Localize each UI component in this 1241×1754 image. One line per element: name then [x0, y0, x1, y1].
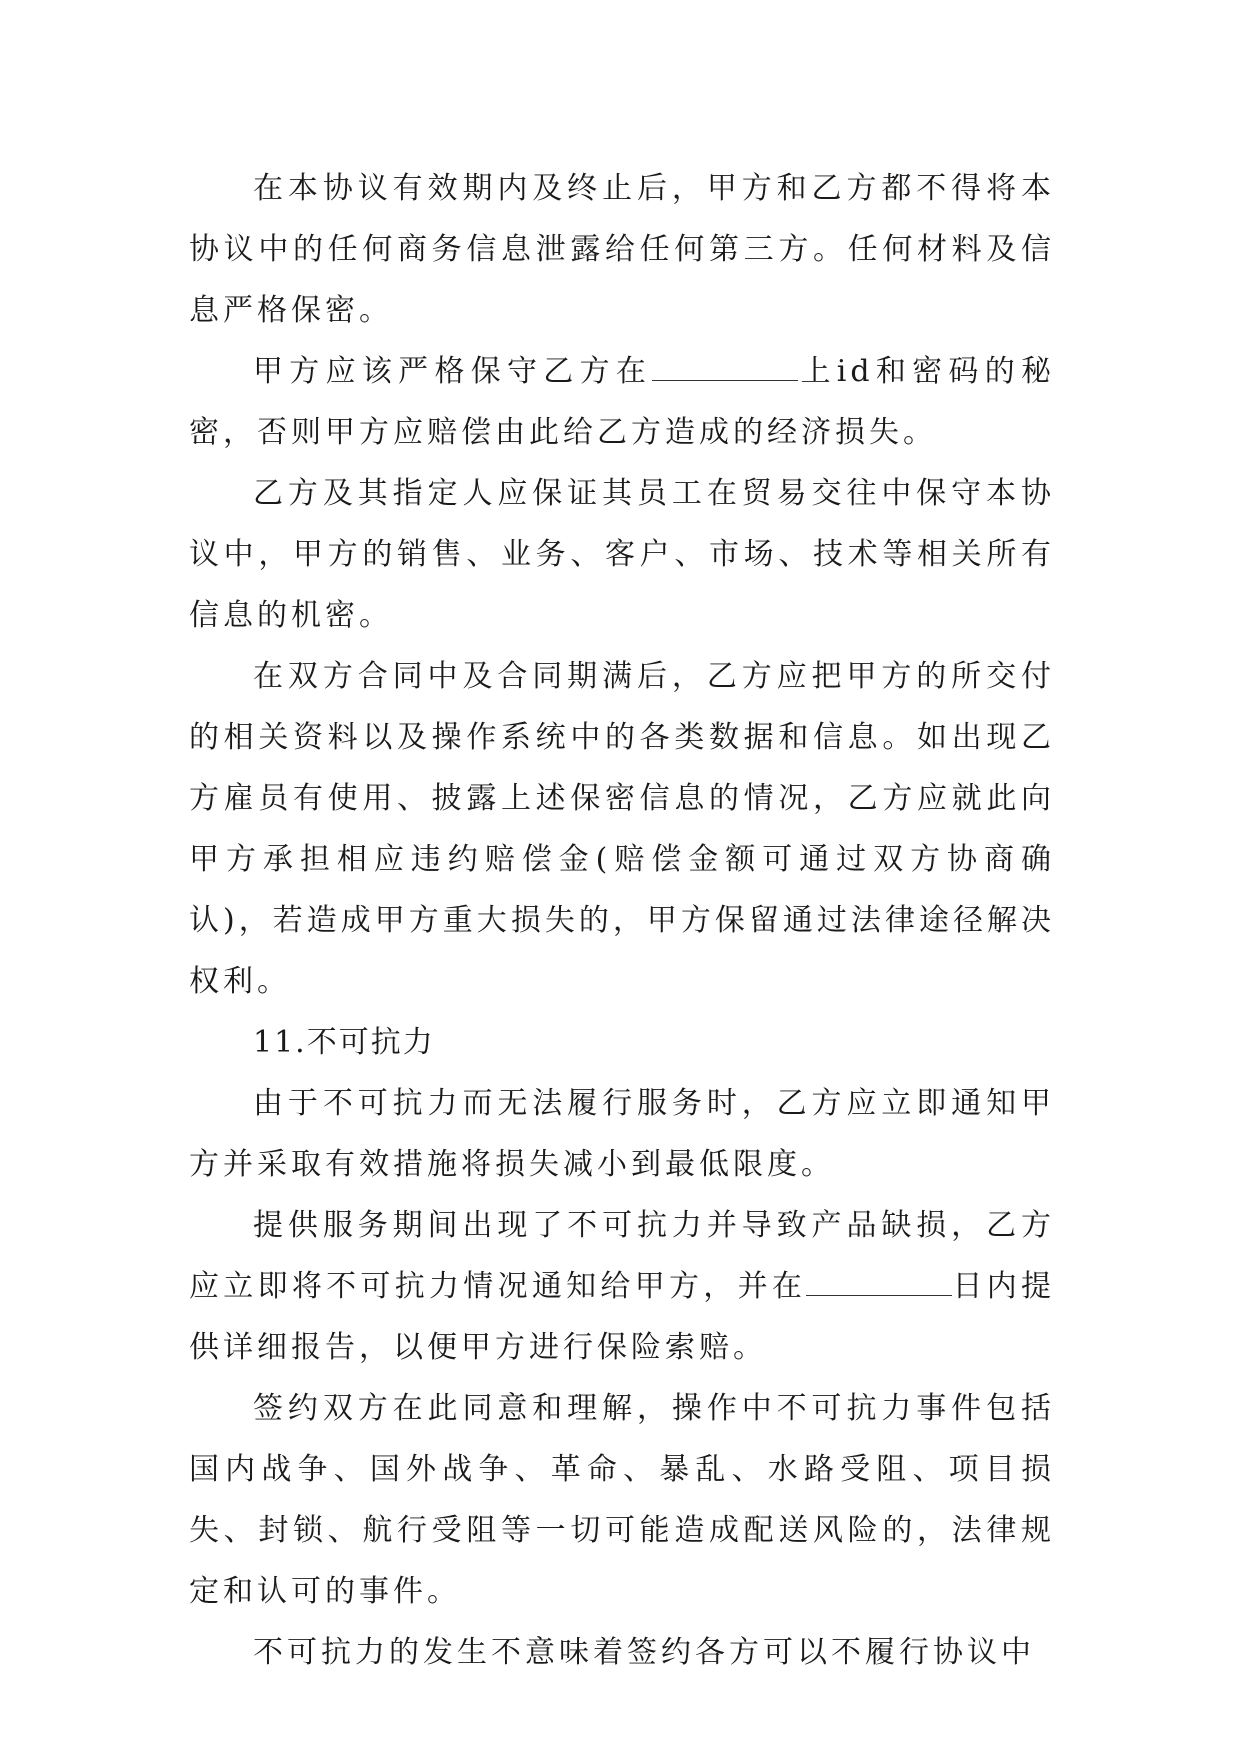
- paragraph-notify: 由于不可抗力而无法履行服务时，乙方应立即通知甲方并采取有效措施将损失减小到最低限度。: [189, 1086, 1055, 1182]
- document-body: [189, 158, 1055, 1683]
- paragraph-force-majeure-events: 签约双方在此同意和理解，操作中不可抗力事件包括国内战争、国外战争、革命、暴乱、水路受阻、项目损失、封锁、航行受阻等一切可能造成配送风险的，法律规定和认可的事件。: [189, 1391, 1055, 1609]
- fill-in-blank: [652, 354, 798, 381]
- paragraph-data-handover: 在双方合同中及合同期满后，乙方应把甲方的所交付的相关资料以及操作系统中的各类数据和信息。如出现乙方雇员有使用、披露上述保密信息的情况，乙方应就此向甲方承担相应违约赔偿金(赔偿金额可通过双方协商确认)，若造成甲方重大损失的，甲方保留通过法律途径解决权利。: [189, 659, 1055, 999]
- paragraph-employee-secrecy: 乙方及其指定人应保证其员工在贸易交往中保守本协议中，甲方的销售、业务、客户、市场、技术等相关所有信息的机密。: [189, 476, 1055, 633]
- paragraph-text: 上id和密码的秘密，否则甲方应赔偿由此给乙方造成的经济损失。: [189, 354, 1055, 450]
- paragraph-text: 日内提供详细报告，以便甲方进行保险索赔。: [189, 1269, 1056, 1365]
- paragraph-report: [189, 1195, 1055, 1378]
- paragraph-id-password: [189, 341, 1055, 463]
- paragraph-confidentiality: 在本协议有效期内及终止后，甲方和乙方都不得将本协议中的任何商务信息泄露给任何第三方。任何材料及信息严格保密。: [189, 171, 1055, 328]
- section-heading-force-majeure: 11.不可抗力: [253, 1025, 435, 1060]
- fill-in-blank: [806, 1269, 952, 1296]
- paragraph-text: 提供服务期间出现了不可抗力并导致产品缺损，乙方应立即将不可抗力情况通知给甲方，并在: [189, 1208, 1055, 1304]
- paragraph-obligations: 不可抗力的发生不意味着签约各方可以不履行协议中: [253, 1635, 1035, 1670]
- paragraph-text: 甲方应该严格保守乙方在: [253, 354, 653, 389]
